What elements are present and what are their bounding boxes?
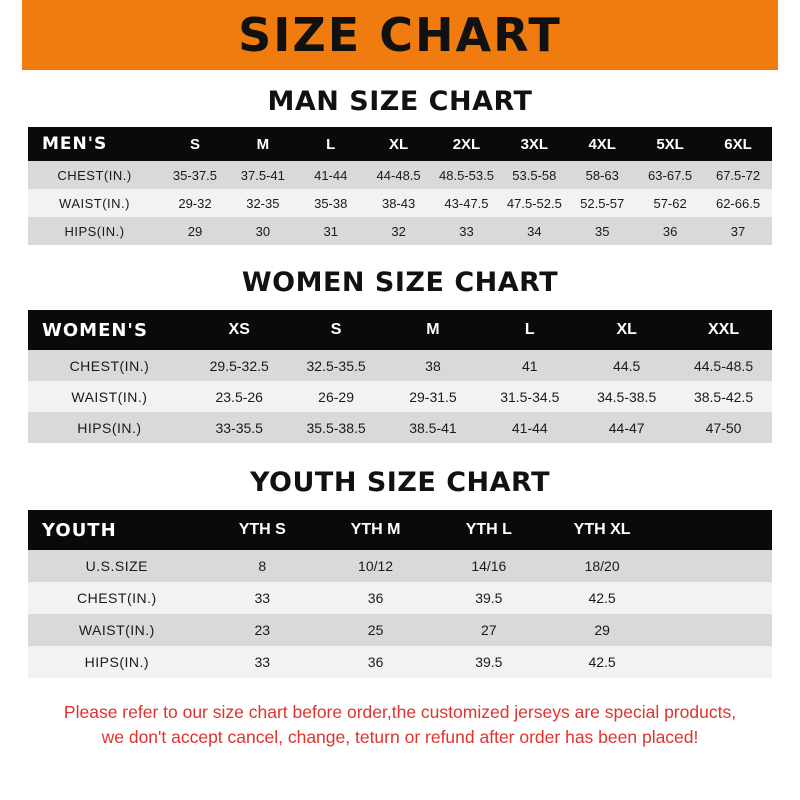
men-col-m: M: [229, 127, 297, 161]
men-waist-5xl: 57-62: [636, 189, 704, 217]
men-hips-xl: 32: [365, 217, 433, 245]
men-waist-m: 32-35: [229, 189, 297, 217]
men-waist-s: 29-32: [161, 189, 229, 217]
women-chest-xxl: 44.5-48.5: [675, 350, 772, 381]
women-row-waist-label: WAIST(IN.): [28, 381, 191, 412]
men-chest-s: 35-37.5: [161, 161, 229, 189]
men-hips-4xl: 35: [568, 217, 636, 245]
table-row: [28, 582, 772, 614]
youth-waist-l: 27: [432, 614, 545, 646]
youth-ussize-m: 10/12: [319, 550, 432, 582]
women-chest-l: 41: [481, 350, 578, 381]
man-section-title: MAN SIZE CHART: [267, 86, 533, 117]
youth-ussize-s: 8: [206, 550, 319, 582]
youth-chest-l: 39.5: [432, 582, 545, 614]
footnote-line-1: Please refer to our size chart before order,the customized jerseys are special products,: [63, 702, 737, 722]
men-waist-xl: 38-43: [365, 189, 433, 217]
men-chest-m: 37.5-41: [229, 161, 297, 189]
youth-waist-m: 25: [319, 614, 432, 646]
men-table-head: [28, 127, 772, 161]
women-waist-s: 26-29: [288, 381, 385, 412]
youth-hips-s: 33: [206, 646, 319, 678]
men-chest-6xl: 67.5-72: [704, 161, 772, 189]
men-chest-3xl: 53.5-58: [500, 161, 568, 189]
women-waist-xl: 34.5-38.5: [578, 381, 675, 412]
men-row-hips-label: HIPS(IN.): [28, 217, 161, 245]
women-waist-xxl: 38.5-42.5: [675, 381, 772, 412]
men-hips-s: 29: [161, 217, 229, 245]
table-row: [28, 381, 772, 412]
men-row-waist-label: WAIST(IN.): [28, 189, 161, 217]
footnote: [28, 700, 772, 751]
youth-hips-xl: 42.5: [545, 646, 658, 678]
men-col-s: S: [161, 127, 229, 161]
men-header-label: MEN'S: [28, 127, 161, 161]
youth-chest-m: 36: [319, 582, 432, 614]
women-chest-xs: 29.5-32.5: [191, 350, 288, 381]
men-col-4xl: 4XL: [568, 127, 636, 161]
women-row-hips-label: HIPS(IN.): [28, 412, 191, 443]
women-waist-xs: 23.5-26: [191, 381, 288, 412]
table-row: [28, 412, 772, 443]
women-row-chest-label: CHEST(IN.): [28, 350, 191, 381]
men-hips-l: 31: [297, 217, 365, 245]
youth-col-s: YTH S: [206, 510, 319, 550]
women-col-xl: XL: [578, 310, 675, 350]
women-waist-l: 31.5-34.5: [481, 381, 578, 412]
men-table-body: [28, 161, 772, 245]
men-waist-4xl: 52.5-57: [568, 189, 636, 217]
women-hips-l: 41-44: [481, 412, 578, 443]
youth-chest-s: 33: [206, 582, 319, 614]
men-size-table: [28, 127, 772, 245]
youth-hips-m: 36: [319, 646, 432, 678]
youth-row-chest-label: CHEST(IN.): [28, 582, 206, 614]
youth-col-m: YTH M: [319, 510, 432, 550]
men-waist-l: 35-38: [297, 189, 365, 217]
youth-row-ussize-label: U.S.SIZE: [28, 550, 206, 582]
header-band: [0, 0, 800, 70]
youth-size-table: [28, 510, 772, 678]
youth-header-label: YOUTH: [28, 510, 206, 550]
footnote-line-2: we don't accept cancel, change, teturn or refund after order has been placed!: [101, 727, 699, 748]
youth-waist-empty: [659, 614, 772, 646]
table-row: [28, 350, 772, 381]
men-hips-5xl: 36: [636, 217, 704, 245]
men-col-l: L: [297, 127, 365, 161]
men-chest-4xl: 58-63: [568, 161, 636, 189]
women-col-xxl: XXL: [675, 310, 772, 350]
table-row: [28, 550, 772, 582]
women-chest-xl: 44.5: [578, 350, 675, 381]
women-header-label: WOMEN'S: [28, 310, 191, 350]
men-waist-2xl: 43-47.5: [433, 189, 501, 217]
men-header-row: [28, 127, 772, 161]
women-hips-xs: 33-35.5: [191, 412, 288, 443]
table-row: [28, 614, 772, 646]
youth-col-xl: YTH XL: [545, 510, 658, 550]
youth-hips-l: 39.5: [432, 646, 545, 678]
women-waist-m: 29-31.5: [385, 381, 482, 412]
men-col-5xl: 5XL: [636, 127, 704, 161]
page-title: SIZE CHART: [238, 8, 562, 62]
youth-ussize-xl: 18/20: [545, 550, 658, 582]
table-row: [28, 217, 772, 245]
men-hips-2xl: 33: [433, 217, 501, 245]
header-band-right-gap: [778, 0, 800, 70]
youth-chest-empty: [659, 582, 772, 614]
women-hips-m: 38.5-41: [385, 412, 482, 443]
table-row: [28, 189, 772, 217]
youth-waist-s: 23: [206, 614, 319, 646]
women-col-m: M: [385, 310, 482, 350]
men-chest-xl: 44-48.5: [365, 161, 433, 189]
women-chest-m: 38: [385, 350, 482, 381]
youth-table-body: [28, 550, 772, 678]
youth-ussize-l: 14/16: [432, 550, 545, 582]
men-col-xl: XL: [365, 127, 433, 161]
men-col-2xl: 2XL: [433, 127, 501, 161]
women-size-table: [28, 310, 772, 443]
youth-row-hips-label: HIPS(IN.): [28, 646, 206, 678]
women-chest-s: 32.5-35.5: [288, 350, 385, 381]
men-chest-l: 41-44: [297, 161, 365, 189]
men-hips-6xl: 37: [704, 217, 772, 245]
youth-ussize-empty: [659, 550, 772, 582]
youth-section-title: YOUTH SIZE CHART: [249, 467, 551, 498]
men-row-chest-label: CHEST(IN.): [28, 161, 161, 189]
men-col-3xl: 3XL: [500, 127, 568, 161]
women-section-title: WOMEN SIZE CHART: [241, 267, 559, 298]
table-row: [28, 161, 772, 189]
women-col-s: S: [288, 310, 385, 350]
men-hips-m: 30: [229, 217, 297, 245]
women-table-body: [28, 350, 772, 443]
women-hips-s: 35.5-38.5: [288, 412, 385, 443]
women-hips-xxl: 47-50: [675, 412, 772, 443]
men-col-6xl: 6XL: [704, 127, 772, 161]
women-table-head: [28, 310, 772, 350]
men-waist-3xl: 47.5-52.5: [500, 189, 568, 217]
content: [0, 86, 800, 751]
men-chest-5xl: 63-67.5: [636, 161, 704, 189]
women-col-xs: XS: [191, 310, 288, 350]
women-col-l: L: [481, 310, 578, 350]
youth-chest-xl: 42.5: [545, 582, 658, 614]
women-hips-xl: 44-47: [578, 412, 675, 443]
header-band-left-gap: [0, 0, 22, 70]
women-header-row: [28, 310, 772, 350]
youth-row-waist-label: WAIST(IN.): [28, 614, 206, 646]
table-row: [28, 646, 772, 678]
youth-header-row: [28, 510, 772, 550]
youth-col-empty: [659, 510, 772, 550]
youth-table-head: [28, 510, 772, 550]
youth-hips-empty: [659, 646, 772, 678]
youth-col-l: YTH L: [432, 510, 545, 550]
men-waist-6xl: 62-66.5: [704, 189, 772, 217]
men-hips-3xl: 34: [500, 217, 568, 245]
men-chest-2xl: 48.5-53.5: [433, 161, 501, 189]
youth-waist-xl: 29: [545, 614, 658, 646]
